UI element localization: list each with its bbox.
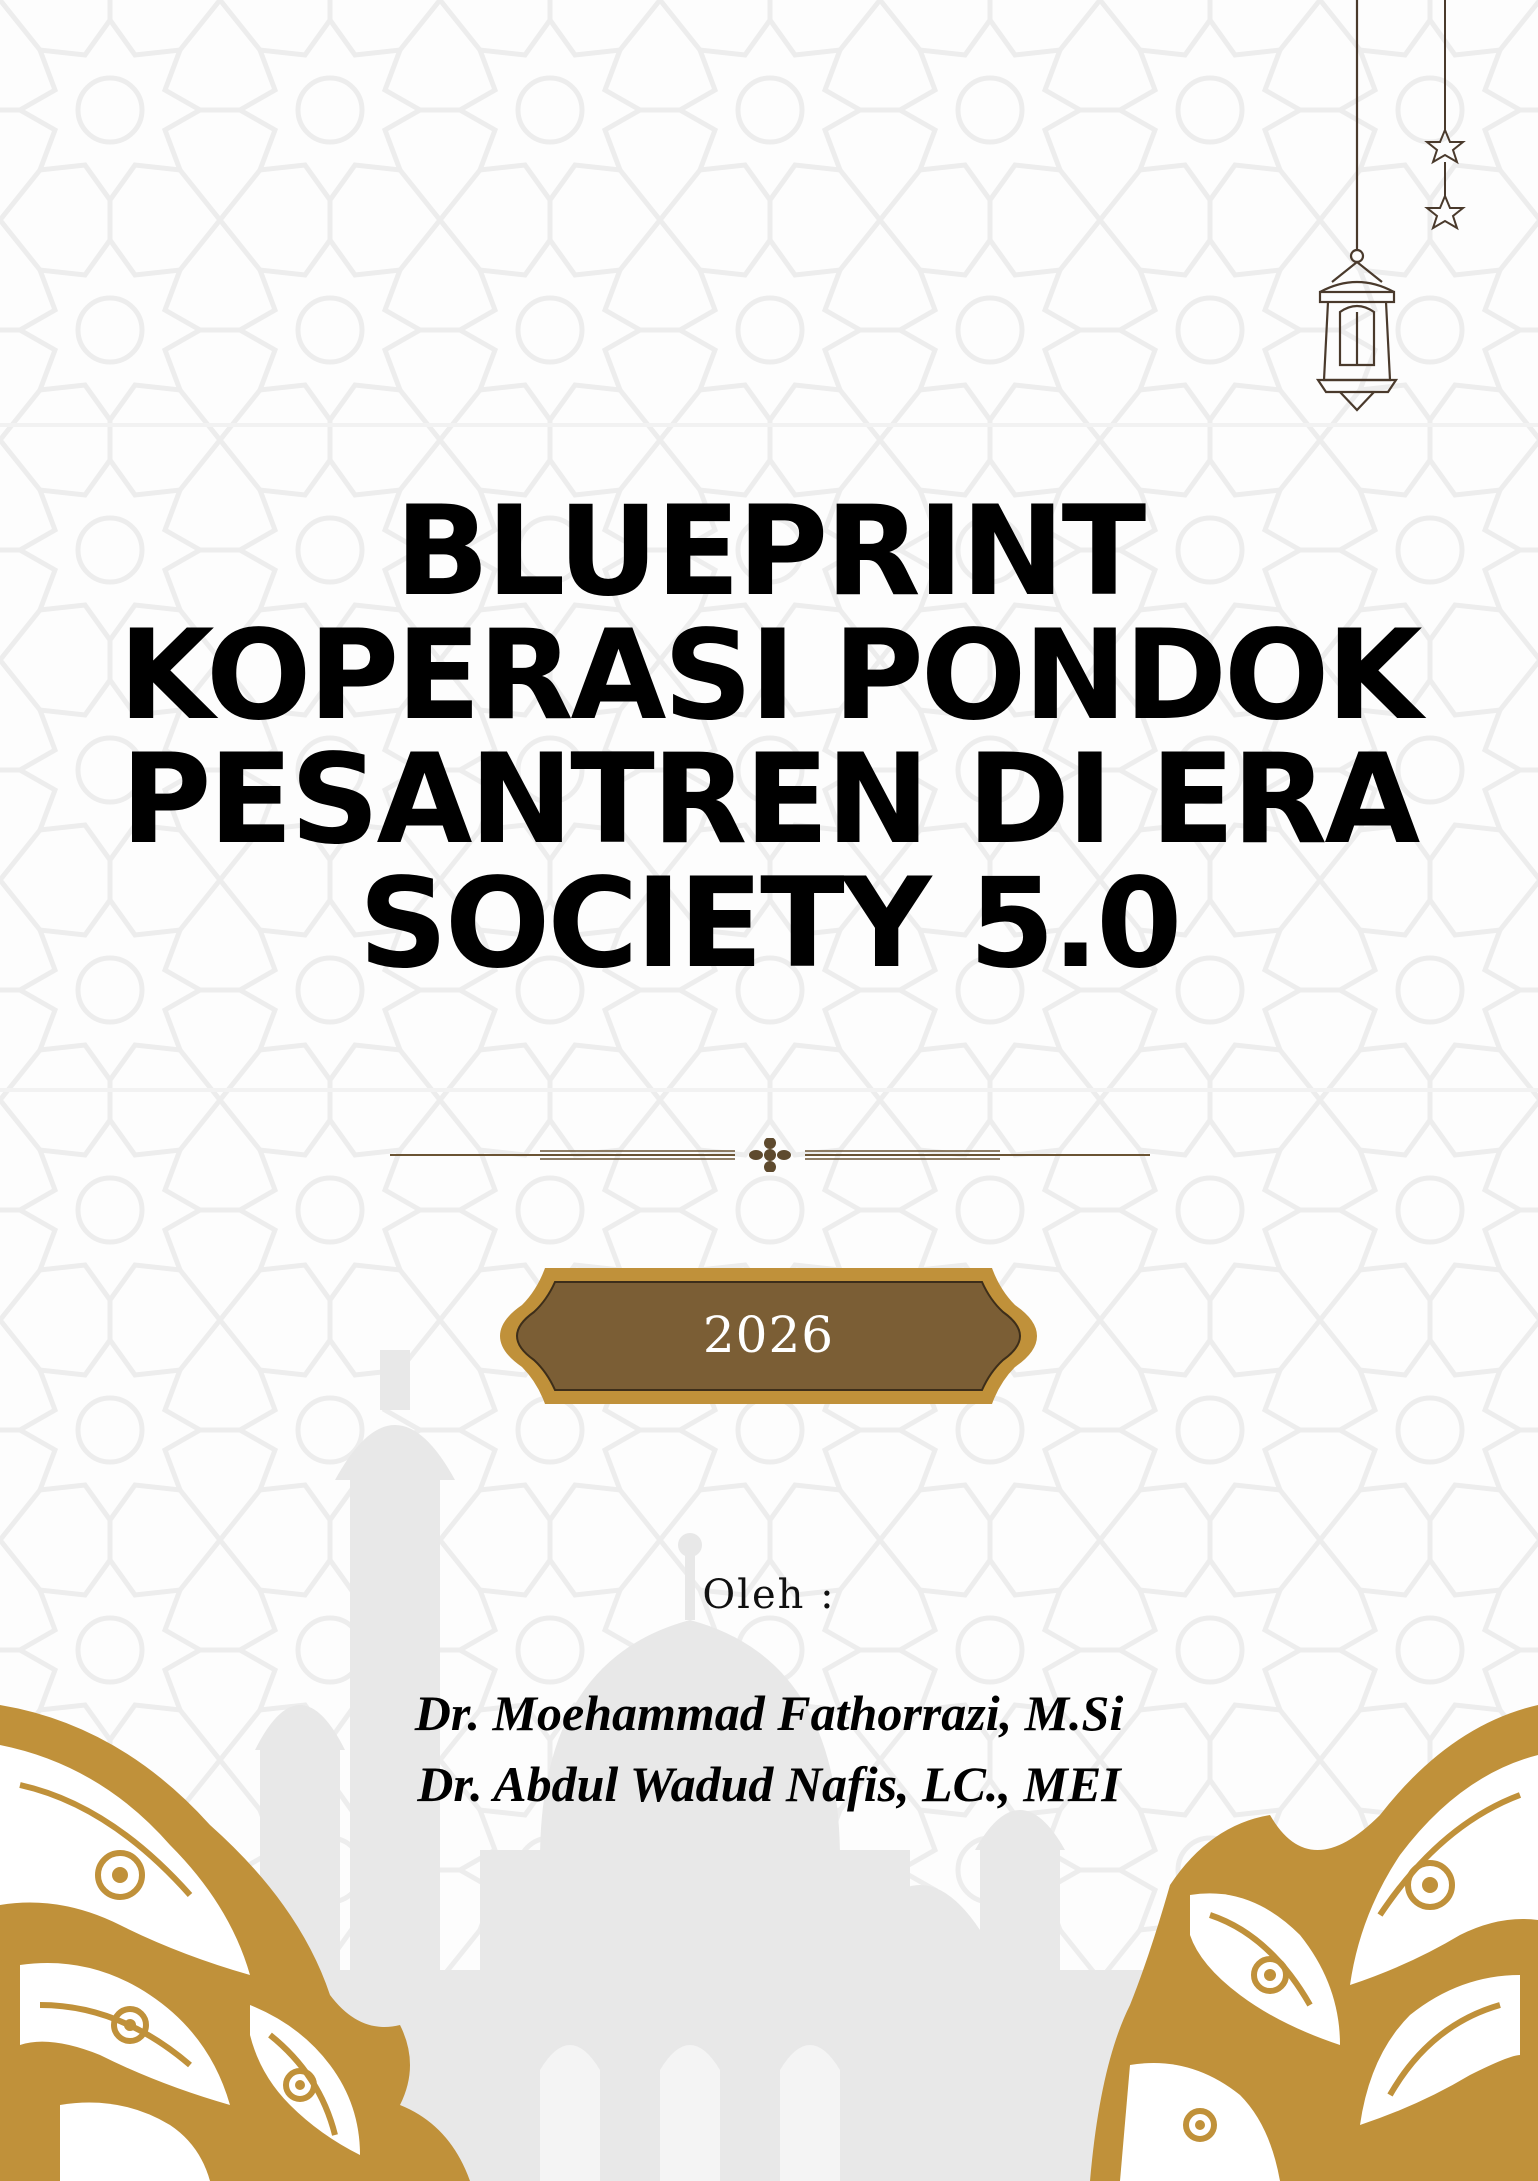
ornament-divider-icon: [390, 1138, 1150, 1172]
cover-title: [40, 480, 1498, 996]
title-line: PESANTREN DI ERA: [120, 728, 1418, 872]
author-name: Dr. Moehammad Fathorrazi, M.Si: [414, 1685, 1124, 1741]
author-name: Dr. Abdul Wadud Nafis, LC., MEI: [417, 1756, 1121, 1812]
hanging-stars-icon: [1415, 0, 1475, 240]
byline-label: Oleh :: [702, 1572, 836, 1618]
title-line: KOPERASI PONDOK: [118, 604, 1420, 748]
title-line: SOCIETY 5.0: [358, 852, 1180, 996]
year-label: 2026: [702, 1306, 835, 1364]
corner-ornament: [0, 1705, 540, 2181]
corner-ornament: [1090, 1705, 1538, 2181]
title-line: BLUEPRINT: [394, 480, 1144, 624]
